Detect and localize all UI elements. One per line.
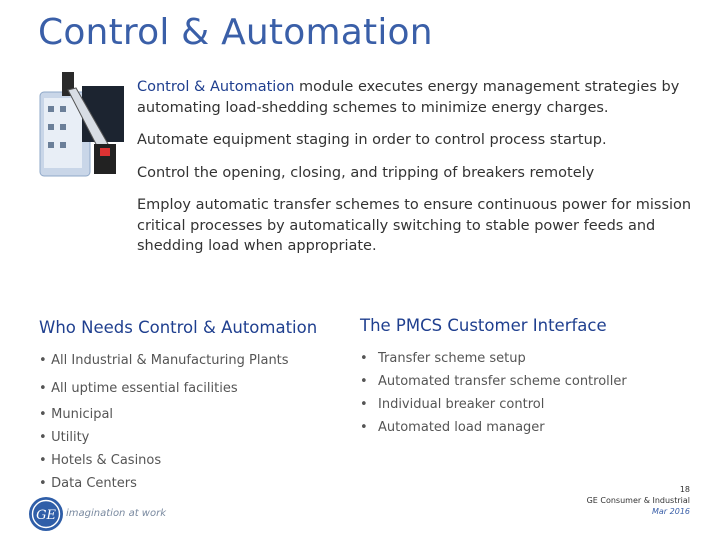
list-item: • Automated transfer scheme controller	[360, 374, 627, 389]
intro-text	[137, 77, 697, 269]
customer-interface-heading: The PMCS Customer Interface	[360, 316, 607, 335]
ge-logo-icon	[28, 496, 64, 532]
list-item: • All uptime essential facilities	[39, 381, 238, 396]
intro-lead: Control & Automation	[137, 79, 295, 95]
list-item: • Transfer scheme setup	[360, 351, 526, 366]
who-needs-heading: Who Needs Control & Automation	[39, 318, 318, 337]
list-item: • Automated load manager	[360, 420, 545, 435]
page-info	[587, 484, 690, 517]
customer-interface-section	[360, 316, 690, 439]
who-needs-section	[39, 318, 349, 495]
breaker-switch-image	[38, 66, 126, 178]
who-needs-list	[39, 349, 349, 495]
list-item: • Data Centers	[39, 476, 137, 491]
intro-paragraph-3: Control the opening, closing, and tripping of breakers remotely	[137, 164, 595, 181]
page-title: Control & Automation	[38, 12, 433, 53]
list-item: • Individual breaker control	[360, 397, 545, 412]
company-name: GE Consumer & Industrial	[586, 496, 690, 505]
intro-lead-rest: module executes energy management strategies by automating load-shedding schemes to minimize energy charges.	[137, 79, 680, 116]
tagline: imagination at work	[66, 508, 166, 519]
list-item: • Hotels & Casinos	[39, 453, 162, 468]
customer-interface-list	[360, 347, 690, 439]
page-number: 18	[679, 485, 690, 494]
svg-text:GE: GE	[36, 508, 56, 523]
list-item: • All Industrial & Manufacturing Plants	[39, 353, 289, 368]
intro-paragraph-2: Automate equipment staging in order to control process startup.	[137, 132, 607, 148]
list-item: • Municipal	[39, 407, 114, 422]
list-item: • Utility	[39, 430, 90, 445]
intro-paragraph-4: Employ automatic transfer schemes to ensure continuous power for mission critical processes by automatically switching to stable power feeds and shedding load when appropriate.	[137, 197, 692, 254]
page-date: Mar 2016	[652, 507, 690, 516]
